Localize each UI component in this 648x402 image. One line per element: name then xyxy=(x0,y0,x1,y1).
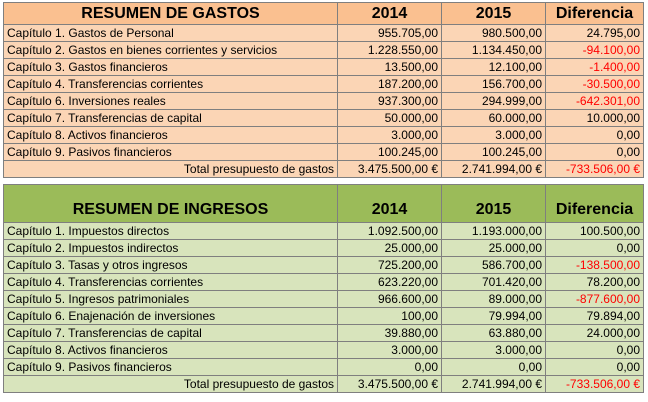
gastos-row-label: Capítulo 1. Gastos de Personal xyxy=(4,25,338,42)
ingresos-value-diff: -877.600,00 xyxy=(546,291,644,308)
gastos-value-diff: -642.301,00 xyxy=(546,93,644,110)
gastos-row xyxy=(4,93,644,110)
ingresos-row xyxy=(4,240,644,257)
ingresos-value-2014: 966.600,00 xyxy=(338,291,442,308)
gastos-value-diff: -30.500,00 xyxy=(546,76,644,93)
gastos-row xyxy=(4,42,644,59)
ingresos-row-label: Capítulo 5. Ingresos patrimoniales xyxy=(4,291,338,308)
ingresos-value-2015: 3.000,00 xyxy=(442,342,546,359)
gastos-value-2014: 937.300,00 xyxy=(338,93,442,110)
gastos-value-2015: 60.000,00 xyxy=(442,110,546,127)
gastos-value-2015: 2.741.994,00 € xyxy=(442,161,546,178)
ingresos-row xyxy=(4,359,644,376)
gastos-value-2015: 12.100,00 xyxy=(442,59,546,76)
gastos-row-label: Capítulo 7. Transferencias de capital xyxy=(4,110,338,127)
gastos-col-2015: 2015 xyxy=(442,3,546,25)
gastos-value-diff: 0,00 xyxy=(546,144,644,161)
gastos-value-diff: 10.000,00 xyxy=(546,110,644,127)
ingresos-value-diff: 79.894,00 xyxy=(546,308,644,325)
gastos-row xyxy=(4,127,644,144)
ingresos-col-diff: Diferencia xyxy=(546,185,644,223)
ingresos-row xyxy=(4,257,644,274)
ingresos-row-label: Capítulo 1. Impuestos directos xyxy=(4,223,338,240)
ingresos-row xyxy=(4,308,644,325)
ingresos-value-diff: 24.000,00 xyxy=(546,325,644,342)
gastos-value-2015: 1.134.450,00 xyxy=(442,42,546,59)
ingresos-total-row xyxy=(4,376,644,393)
gastos-col-2014: 2014 xyxy=(338,3,442,25)
gastos-value-2014: 50.000,00 xyxy=(338,110,442,127)
gastos-value-2015: 294.999,00 xyxy=(442,93,546,110)
gastos-value-2015: 100.245,00 xyxy=(442,144,546,161)
gastos-row xyxy=(4,76,644,93)
ingresos-row-label: Capítulo 7. Transferencias de capital xyxy=(4,325,338,342)
gastos-row-label: Capítulo 8. Activos financieros xyxy=(4,127,338,144)
ingresos-row-label: Total presupuesto de gastos xyxy=(4,376,338,393)
ingresos-value-2015: 586.700,00 xyxy=(442,257,546,274)
gastos-value-2014: 1.228.550,00 xyxy=(338,42,442,59)
ingresos-value-2014: 1.092.500,00 xyxy=(338,223,442,240)
gastos-row-label: Capítulo 9. Pasivos financieros xyxy=(4,144,338,161)
ingresos-row-label: Capítulo 3. Tasas y otros ingresos xyxy=(4,257,338,274)
ingresos-value-2015: 2.741.994,00 € xyxy=(442,376,546,393)
gastos-row xyxy=(4,25,644,42)
gastos-total-row xyxy=(4,161,644,178)
ingresos-value-2014: 725.200,00 xyxy=(338,257,442,274)
ingresos-value-2015: 25.000,00 xyxy=(442,240,546,257)
gastos-value-diff: -1.400,00 xyxy=(546,59,644,76)
gastos-row xyxy=(4,59,644,76)
gastos-col-diff: Diferencia xyxy=(546,3,644,25)
ingresos-value-2014: 25.000,00 xyxy=(338,240,442,257)
ingresos-value-2014: 3.475.500,00 € xyxy=(338,376,442,393)
ingresos-row xyxy=(4,291,644,308)
ingresos-row-label: Capítulo 9. Pasivos financieros xyxy=(4,359,338,376)
gastos-row xyxy=(4,110,644,127)
gastos-value-2014: 3.475.500,00 € xyxy=(338,161,442,178)
ingresos-row-label: Capítulo 2. Impuestos indirectos xyxy=(4,240,338,257)
ingresos-row xyxy=(4,274,644,291)
ingresos-col-2014: 2014 xyxy=(338,185,442,223)
gastos-title: RESUMEN DE GASTOS xyxy=(4,3,338,25)
ingresos-header-row xyxy=(4,185,644,223)
ingresos-value-2014: 100,00 xyxy=(338,308,442,325)
gastos-value-diff: -733.506,00 € xyxy=(546,161,644,178)
ingresos-value-2015: 79.994,00 xyxy=(442,308,546,325)
gastos-value-2015: 156.700,00 xyxy=(442,76,546,93)
ingresos-value-2015: 1.193.000,00 xyxy=(442,223,546,240)
ingresos-row xyxy=(4,223,644,240)
ingresos-value-diff: -138.500,00 xyxy=(546,257,644,274)
gastos-row xyxy=(4,144,644,161)
ingresos-value-2014: 39.880,00 xyxy=(338,325,442,342)
ingresos-summary-table xyxy=(3,184,644,393)
gastos-value-2014: 100.245,00 xyxy=(338,144,442,161)
ingresos-row xyxy=(4,342,644,359)
ingresos-value-diff: 0,00 xyxy=(546,240,644,257)
ingresos-row-label: Capítulo 8. Activos financieros xyxy=(4,342,338,359)
ingresos-row-label: Capítulo 6. Enajenación de inversiones xyxy=(4,308,338,325)
gastos-value-2015: 3.000,00 xyxy=(442,127,546,144)
ingresos-value-diff: -733.506,00 € xyxy=(546,376,644,393)
gastos-value-diff: 0,00 xyxy=(546,127,644,144)
ingresos-row-label: Capítulo 4. Transferencias corrientes xyxy=(4,274,338,291)
gastos-value-diff: -94.100,00 xyxy=(546,42,644,59)
gastos-value-diff: 24.795,00 xyxy=(546,25,644,42)
ingresos-col-2015: 2015 xyxy=(442,185,546,223)
gastos-row-label: Capítulo 4. Transferencias corrientes xyxy=(4,76,338,93)
ingresos-value-2015: 701.420,00 xyxy=(442,274,546,291)
ingresos-value-2015: 63.880,00 xyxy=(442,325,546,342)
gastos-row-label: Capítulo 2. Gastos en bienes corrientes y servicios xyxy=(4,42,338,59)
ingresos-value-diff: 78.200,00 xyxy=(546,274,644,291)
gastos-row-label: Capítulo 3. Gastos financieros xyxy=(4,59,338,76)
gastos-value-2014: 13.500,00 xyxy=(338,59,442,76)
ingresos-row xyxy=(4,325,644,342)
ingresos-value-diff: 0,00 xyxy=(546,359,644,376)
gastos-value-2015: 980.500,00 xyxy=(442,25,546,42)
ingresos-title: RESUMEN DE INGRESOS xyxy=(4,185,338,223)
gastos-row-label: Total presupuesto de gastos xyxy=(4,161,338,178)
ingresos-value-diff: 0,00 xyxy=(546,342,644,359)
gastos-row-label: Capítulo 6. Inversiones reales xyxy=(4,93,338,110)
gastos-value-2014: 3.000,00 xyxy=(338,127,442,144)
gastos-header-row xyxy=(4,3,644,25)
ingresos-value-diff: 100.500,00 xyxy=(546,223,644,240)
gastos-summary-table xyxy=(3,2,644,178)
gastos-value-2014: 187.200,00 xyxy=(338,76,442,93)
ingresos-value-2014: 0,00 xyxy=(338,359,442,376)
ingresos-value-2014: 623.220,00 xyxy=(338,274,442,291)
ingresos-value-2014: 3.000,00 xyxy=(338,342,442,359)
ingresos-value-2015: 89.000,00 xyxy=(442,291,546,308)
gastos-value-2014: 955.705,00 xyxy=(338,25,442,42)
ingresos-value-2015: 0,00 xyxy=(442,359,546,376)
